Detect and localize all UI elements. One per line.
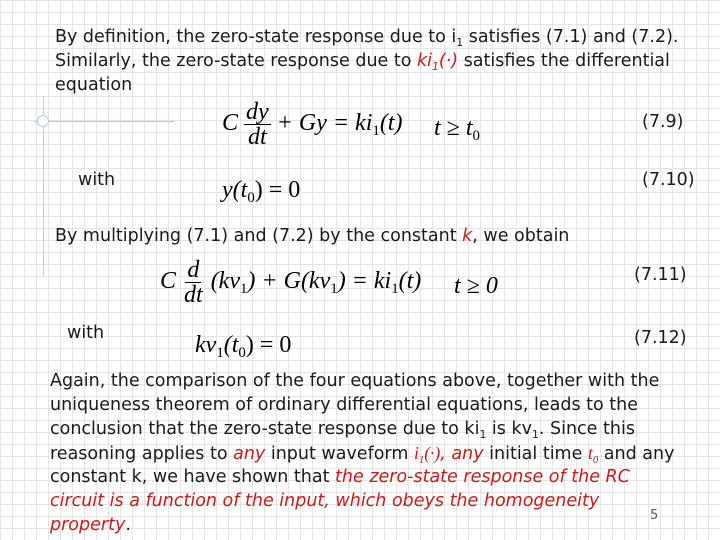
intro-line-3: equation	[55, 75, 133, 95]
t0-term: $t_0$	[587, 443, 599, 466]
conclusion-line-1: Again, the comparison of the four equations above, together with the	[50, 371, 660, 391]
with-label-2: with	[67, 323, 105, 343]
equation-7-10-tag: (7.10)	[642, 170, 695, 190]
decorative-horizontal-line	[34, 121, 174, 122]
equation-7-11-condition: t ≥ 0	[454, 273, 498, 299]
equation-7-12: $kv_1(t_0) = 0$	[195, 332, 292, 362]
conclusion-line-5: constant k, we have shown that the zero-state response of the RC	[50, 467, 630, 487]
conclusion-line-7: property.	[50, 515, 131, 535]
conclusion-line-6: circuit is a function of the input, which obeys the homogeneity	[50, 491, 600, 511]
multiply-sentence: By multiplying (7.1) and (7.2) by the constant k, we obtain	[55, 226, 570, 246]
page-number: 5	[650, 508, 659, 523]
d-dt-fraction: $\frac{d}{dt}$	[184, 257, 203, 308]
dy-dt-fraction: $\frac{dy}{dt}$	[246, 99, 269, 150]
equation-7-11-tag: (7.11)	[634, 265, 687, 285]
equation-7-9: C $\frac{dy}{dt}$ + $Gy = ki_1(t)$	[222, 99, 403, 150]
conclusion-line-3: conclusion that the zero-state response due to $ki_1$ is $kv_1$. Since this	[50, 419, 635, 441]
equation-7-11: C $\frac{d}{dt}$ $(kv_1) + G(kv_1) = ki_1(t)$	[160, 257, 422, 308]
conclusion-line-2: uniqueness theorem of ordinary differential equations, leads to the	[50, 395, 638, 415]
intro-line-1: By definition, the zero-state response due to $i_1$ satisfies (7.1) and (7.2).	[55, 27, 679, 49]
with-label-1: with	[78, 170, 116, 190]
ki1-term: $ki_1(\cdot)$	[417, 51, 459, 73]
equation-7-9-condition: $t \ge t_0$	[434, 115, 480, 145]
conclusion-line-4: reasoning applies to any input waveform $i_1(\cdot)$, any initial time $t_0$ and any	[50, 443, 675, 466]
equation-7-12-tag: (7.12)	[634, 328, 687, 348]
decorative-circle-icon	[37, 115, 49, 127]
i1-waveform-term: $i_1(\cdot)$	[413, 443, 441, 466]
equation-7-9-tag: (7.9)	[642, 112, 684, 132]
intro-line-2: Similarly, the zero-state response due to $ki_1(\cdot)$ satisfies the differential	[55, 51, 670, 73]
equation-7-10: $y(t_0) = 0$	[222, 177, 301, 207]
